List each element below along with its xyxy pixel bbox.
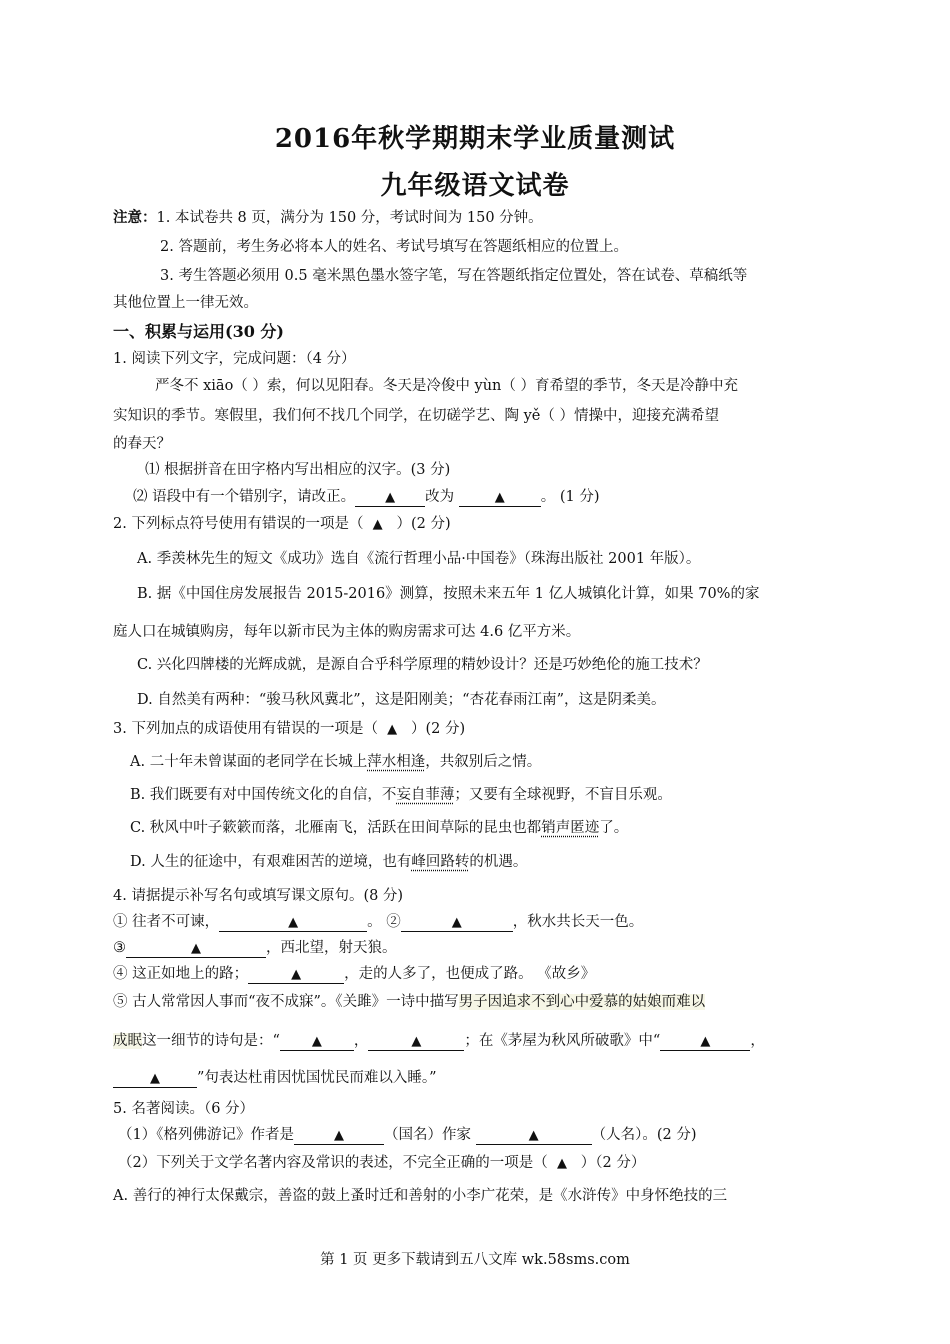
q2-option-b-2: 庭人口在城镇购房，每年以新市民为主体的购房需求可达 4.6 亿平方米。 [113,624,581,640]
page-footer: 第 1 页 更多下载请到五八文库 wk.58sms.com [320,1252,630,1268]
q4-highlight-2: 成眠 [113,1033,142,1049]
q4-line-6: ▲ ”句表达杜甫因忧国忧民而难以入睡。” [113,1068,437,1088]
q2-option-b-1: B. 据《中国住房发展报告 2015-2016》测算，按照未来五年 1 亿人城镇化计算，如果 70%的家 [137,586,760,602]
q2-option-a: A. 季羡林先生的短文《成功》选自《流行哲理小品·中国卷》（珠海出版社 2001 年版）。 [137,551,701,567]
q4-blank-5[interactable]: ▲ [280,1033,354,1051]
q2-option-d: D. 自然美有两种：“骏马秋风冀北”，这是阳刚美；“杏花春雨江南”，这是阴柔美。 [137,692,666,708]
q4-blank-1[interactable]: ▲ [219,914,367,932]
q1-answer-blank-1[interactable]: ▲ [355,489,425,507]
q4-stem: 4. 请据提示补写名句或填写课文原句。(8 分) [113,888,404,904]
q3-option-b: B. 我们既要有对中国传统文化的自信，不妄自菲薄；又要有全球视野，不盲目乐观。 [130,787,672,803]
q2-answer-mark[interactable]: ▲ [372,517,383,532]
q3-option-a: A. 二十年未曾谋面的老同学在长城上萍水相逢，共叙别后之情。 [130,754,542,770]
q3-stem: 3. 下列加点的成语使用有错误的一项是（ ▲ ）(2 分) [113,721,466,737]
q4-blank-6[interactable]: ▲ [368,1033,464,1051]
q1-passage-2: 实知识的季节。寒假里，我们何不找几个同学，在切磋学艺、陶 yě（ ）情操中，迎接充满希望 [113,408,719,424]
q3-idiom-a: 萍水相逢 [367,754,426,770]
q4-blank-4[interactable]: ▲ [248,966,344,984]
q4-highlight-1: 男子因追求不到心中爱慕的姑娘而难以 [458,994,706,1010]
notice-item-1: 1. 本试卷共 8 页，满分为 150 分，考试时间为 150 分钟。 [156,210,543,226]
q3-idiom-c: 销声匿迹 [541,820,600,836]
q5-answer-mark[interactable]: ▲ [556,1156,567,1171]
q5-sub1: （1）《格列佛游记》作者是 ▲ （国名）作家 ▲ （人名）。(2 分) [118,1127,697,1143]
q1-sub1: ⑴ 根据拼音在田字格内写出相应的汉字。(3 分) [145,462,451,478]
q3-answer-mark[interactable]: ▲ [387,722,398,737]
q5-sub2: （2）下列关于文学名著内容及常识的表述，不完全正确的一项是（ ▲ ）（2 分） [118,1155,646,1171]
q4-blank-8[interactable]: ▲ [113,1070,197,1088]
exam-title: 2016年秋学期期末学业质量测试 [274,124,676,154]
q2-stem: 2. 下列标点符号使用有错误的一项是（ ▲ ）(2 分) [113,516,451,532]
q4-line-1: ① 往者不可谏， ▲ 。 ② ▲ ，秋水共长天一色。 [113,914,644,930]
q5-blank-country[interactable]: ▲ [294,1127,384,1145]
q1-passage-3: 的春天？ [113,436,171,452]
q3-idiom-d: 峰回路转 [411,854,470,870]
notice-label: 注意： [113,209,157,226]
notice-item-3a: 3. 考生答题必须用 0.5 毫米黑色墨水签字笔，写在答题纸指定位置处，答在试卷、草稿纸等 [160,268,748,284]
q3-option-c: C. 秋风中叶子簌簌而落，北雁南飞，活跃在田间草际的昆虫也都销声匿迹了。 [130,820,629,836]
q5-blank-author[interactable]: ▲ [476,1127,592,1145]
q1-stem: 1. 阅读下列文字，完成问题：（4 分） [113,351,356,367]
q4-line-3: ④ 这正如地上的路； ▲ ，走的人多了，也便成了路。 《故乡》 [113,966,596,982]
q4-line-4: ⑤ 古人常常因人事而“夜不成寐”。《关雎》一诗中描写男子因追求不到心中爱慕的姑娘而难以 [113,994,706,1010]
notice-item-2: 2. 答题前，考生务必将本人的姓名、考试号填写在答题纸相应的位置上。 [160,239,628,255]
q4-blank-3[interactable]: ▲ [126,940,266,958]
q5-stem: 5. 名著阅读。（6 分） [113,1101,255,1117]
exam-subtitle: 九年级语文试卷 [380,171,570,201]
q3-idiom-b: 妄自菲薄 [396,787,455,803]
q1-answer-blank-2[interactable]: ▲ [459,489,541,507]
section-heading: 一、积累与运用(30 分) [113,322,284,341]
q4-line-2: ③ ▲ ，西北望，射天狼。 [113,940,397,956]
q4-blank-7[interactable]: ▲ [660,1033,750,1051]
notice-item-3b: 其他位置上一律无效。 [113,295,258,311]
q3-option-d: D. 人生的征途中，有艰难困苦的逆境，也有峰回路转的机遇。 [130,854,528,870]
notice-line-1 [113,208,543,228]
q5-option-a: A. 善行的神行太保戴宗，善盗的鼓上蚤时迁和善射的小李广花荣，是《水浒传》中身怀绝技的三 [113,1188,728,1204]
q1-sub2: ⑵ 语段中有一个错别字，请改正。 ▲ 改为 ▲ 。 (1 分) [133,489,600,505]
q4-blank-2[interactable]: ▲ [401,914,513,932]
q2-option-c: C. 兴化四牌楼的光辉成就，是源自合乎科学原理的精妙设计？还是巧妙绝伦的施工技术？ [137,657,708,673]
q4-line-5: 成眠这一细节的诗句是：“ ▲ ， ▲ ；在《茅屋为秋风所破歌》中“ ▲ ， [113,1033,765,1049]
q1-passage-1: 严冬不 xiāo（ ）索，何以见阳春。冬天是冷俊中 yùn（ ）育希望的季节，冬天是冷静中充 [155,378,738,394]
